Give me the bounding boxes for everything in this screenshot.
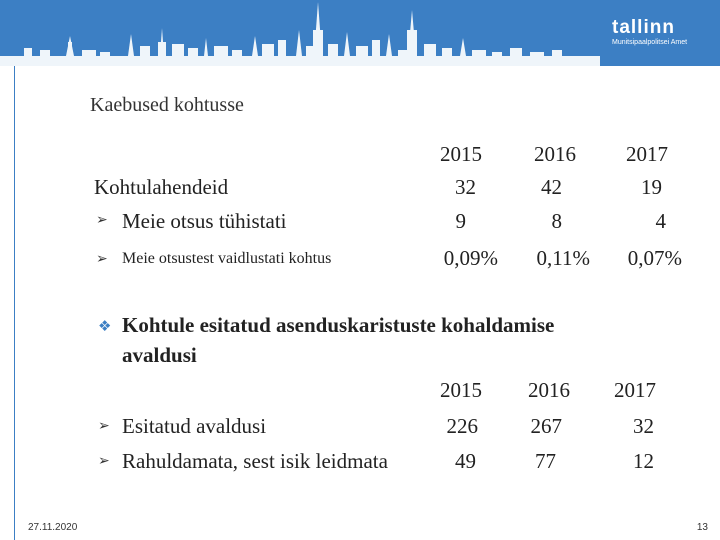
table1-year-2015: 2015: [440, 142, 482, 166]
table2-cell: 226: [446, 414, 478, 438]
table1-cell: 8: [551, 209, 562, 233]
table1-cell: 32: [455, 175, 476, 199]
city-skyline-icon: [0, 0, 600, 66]
table2-cell: 32: [633, 414, 654, 438]
arrow-bullet-icon: ➢: [98, 453, 110, 469]
row-label-otsus-tuhistati: Meie otsus tühistati: [122, 209, 287, 233]
table2-cell: 12: [633, 449, 654, 473]
table2-year-2017: 2017: [614, 378, 656, 402]
table1-cell: 42: [541, 175, 562, 199]
table1-cell: 4: [655, 209, 666, 233]
arrow-bullet-icon: ➢: [98, 418, 110, 434]
table1-year-2016: 2016: [534, 142, 576, 166]
table1-year-2017: 2017: [626, 142, 668, 166]
table2-year-2016: 2016: [528, 378, 570, 402]
logo-wordmark: tallinn: [612, 17, 675, 38]
table1-cell: 9: [455, 209, 466, 233]
page-number: 13: [696, 522, 708, 533]
section2-heading-line1: Kohtule esitatud asenduskaristuste kohaldamise: [122, 313, 555, 337]
arrow-bullet-icon: ➢: [96, 251, 108, 267]
table2-cell: 267: [530, 414, 562, 438]
table1-cell: 0,07%: [627, 246, 682, 270]
logo-subtitle: Munitsipaalpolitsei Amet: [612, 39, 688, 46]
table1-cell: 19: [641, 175, 662, 199]
row-label-esitatud-avaldusi: Esitatud avaldusi: [122, 414, 267, 438]
arrow-bullet-icon: ➢: [96, 212, 108, 228]
table1-cell: 0,09%: [443, 246, 498, 270]
row-label-kohtulahendeid: Kohtulahendeid: [94, 175, 229, 199]
diamond-bullet-icon: ❖: [98, 317, 112, 335]
footer-date: 27.11.2020: [28, 522, 78, 533]
city-logo: [612, 18, 704, 47]
section2-heading-line2: avaldusi: [122, 343, 197, 367]
table2-cell: 77: [535, 449, 556, 473]
left-accent-line: [14, 66, 15, 540]
table2-cell: 49: [455, 449, 476, 473]
table1-cell: 0,11%: [536, 246, 590, 270]
row-label-rahuldamata: Rahuldamata, sest isik leidmata: [122, 449, 388, 473]
header-banner: [0, 0, 720, 66]
slide-title: Kaebused kohtusse: [90, 94, 244, 116]
table2-year-2015: 2015: [440, 378, 482, 402]
row-label-vaidlustati: Meie otsustest vaidlustati kohtus: [122, 250, 332, 267]
